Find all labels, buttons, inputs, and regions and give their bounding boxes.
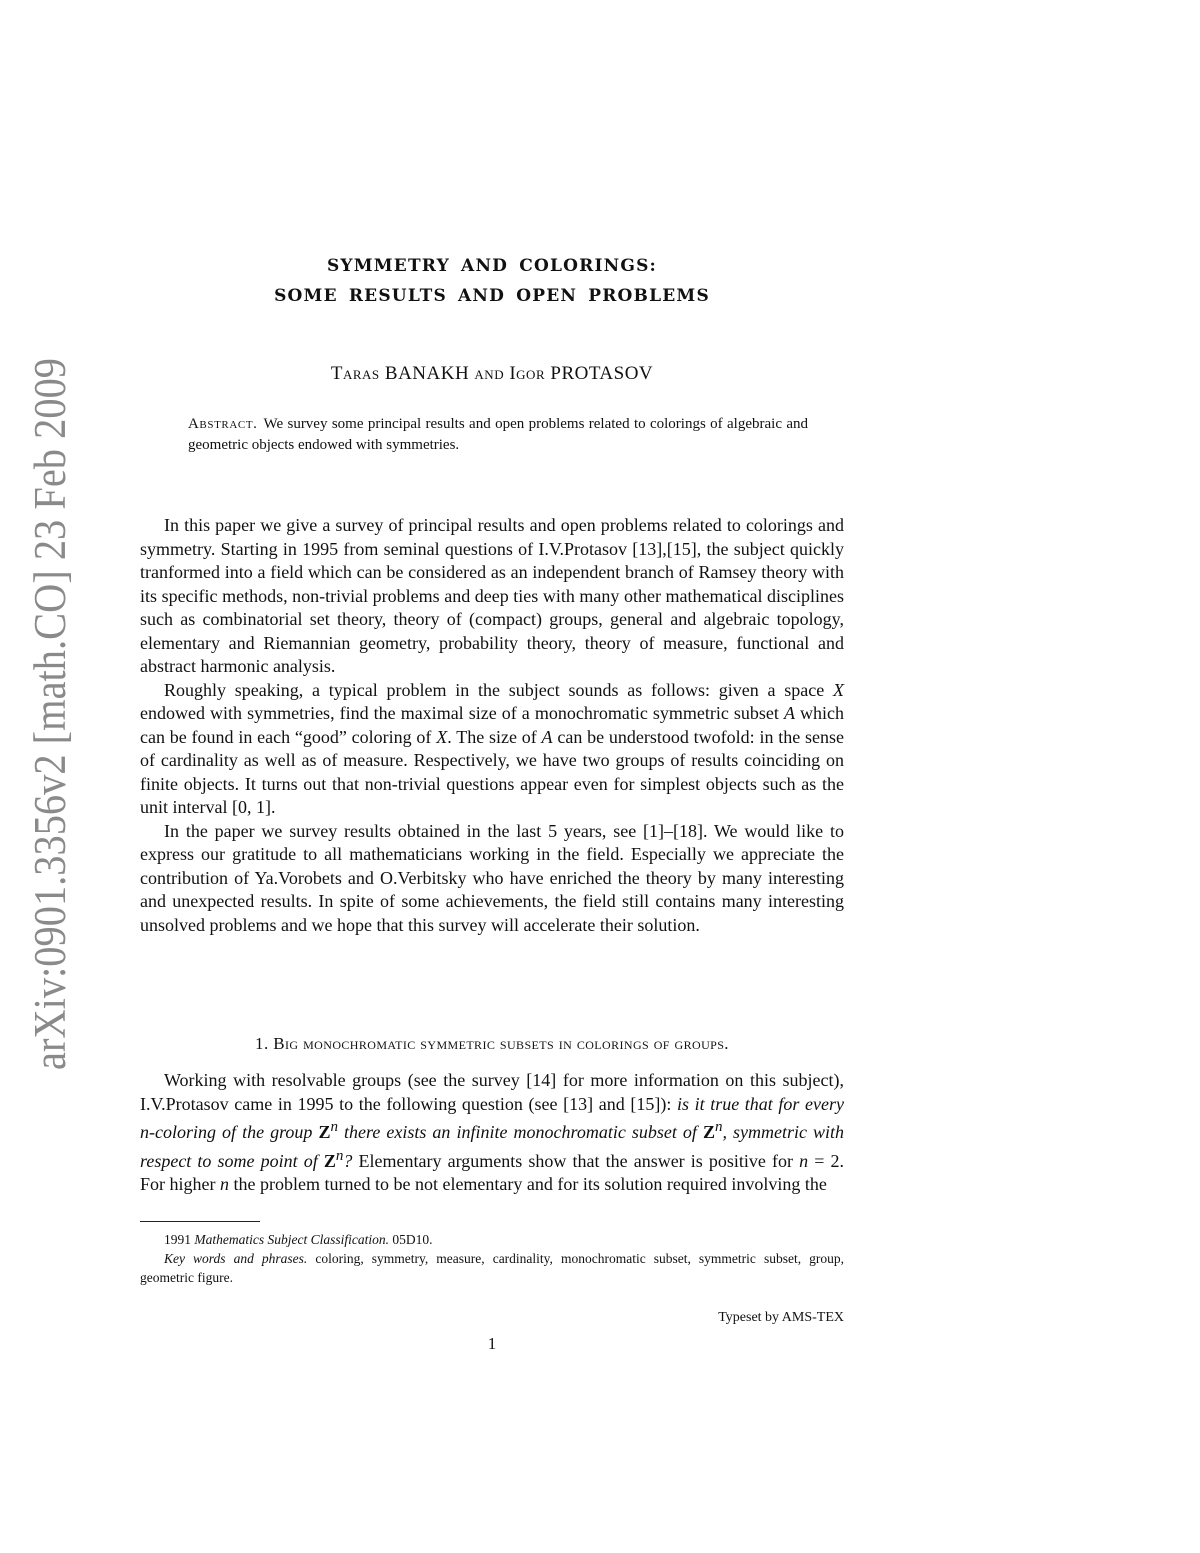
s1-text-a: Working with resolvable groups (see the survey [14] for more information on this subject), I.V.Protasov came in 1995 to the following question (see [13] and [15]):	[140, 1070, 844, 1114]
section-1-paragraph	[140, 1069, 844, 1197]
s1-text-c: = 2. For higher	[140, 1150, 845, 1194]
question-text: -coloring of the group	[149, 1122, 313, 1142]
math-X: X	[436, 726, 448, 747]
section-title: Big monochromatic symmetric subsets in colorings of groups.	[273, 1034, 729, 1053]
math-n: n	[140, 1122, 149, 1142]
footnote-rule	[140, 1221, 260, 1222]
arxiv-side-stamp	[0, 0, 100, 1553]
question-text: is it true that for every	[676, 1093, 844, 1114]
keywords-footnote	[140, 1249, 844, 1287]
math-Z: Z	[702, 1122, 715, 1142]
math-n: n	[220, 1174, 229, 1194]
section-number: 1.	[255, 1034, 269, 1053]
page-number: 1	[487, 1334, 497, 1353]
math-exponent: n	[335, 1147, 344, 1164]
math-X: X	[833, 679, 844, 700]
intro-paragraph-2	[140, 679, 844, 820]
p2-text-b: endowed with symmetries, find the maximal size of a monochromatic symmetric subset	[140, 703, 779, 723]
footnotes	[140, 1230, 844, 1287]
title-line-1: SYMMETRY AND COLORINGS:	[326, 256, 658, 276]
authors-connector: and	[474, 363, 505, 384]
paper-title	[140, 251, 844, 311]
p2-text-a: Roughly speaking, a typical problem in the subject sounds as follows: given a space	[164, 679, 825, 700]
p2-text-c: which can be found in each “good” coloring of	[140, 703, 845, 747]
p2-text-e: can be understood twofold: in the sense of cardinality as well as of measure. Respectively, we have two groups of results coinciding on finite objects. It turns out that non-trivial questions appear even for simplest objects such as the unit interval [0, 1].	[140, 726, 845, 817]
author1-first-name: Taras	[330, 363, 380, 384]
abstract	[188, 414, 808, 456]
title-line-2: SOME RESULTS AND OPEN PROBLEMS	[274, 286, 710, 306]
p2-text-d: . The size of	[447, 726, 537, 747]
author1-last-name: BANAKH	[384, 363, 470, 384]
author2-last-name: PROTASOV	[550, 363, 654, 384]
s1-text-b: Elementary arguments show that the answer is positive for	[358, 1150, 794, 1171]
math-A: A	[541, 726, 553, 747]
question-mark: ?	[343, 1150, 353, 1171]
authors	[140, 363, 844, 385]
keywords-text: coloring, symmetry, measure, cardinality, monochromatic subset, symmetric subset, group, geometric figure.	[140, 1251, 844, 1285]
math-Z: Z	[323, 1150, 336, 1171]
typeset-note: Typeset by AMS-TEX	[718, 1310, 844, 1325]
s1-text-d: the problem turned to be not elementary and for its solution required involving the	[233, 1174, 827, 1194]
abstract-text: We survey some principal results and open problems related to colorings of algebraic and geometric objects endowed with symmetries.	[188, 416, 808, 453]
math-n: n	[799, 1150, 809, 1171]
math-exponent: n	[714, 1119, 723, 1135]
msc-label: Mathematics Subject Classification.	[194, 1232, 389, 1247]
intro-paragraph-1: In this paper we give a survey of principal results and open problems related to colorings and symmetry. Starting in 1995 from seminal questions of I.V.Protasov [13],[15], the subject quickly tranformed into a field which can be considered as an independent branch of Ramsey theory with its specific methods, non-trivial problems and deep ties with many other mathematical disciplines such as combinatorial set theory, theory of (compact) groups, general and algebraic topology, elementary and Riemannian geometry, probability theory, theory of measure, functional and abstract harmonic analysis.	[140, 515, 844, 676]
keywords-label: Key words and phrases.	[164, 1251, 308, 1266]
introduction	[140, 514, 844, 937]
math-Z: Z	[318, 1122, 331, 1142]
author2-first-name: Igor	[509, 363, 546, 384]
section-1-body	[140, 1069, 844, 1197]
question-text: there exists an infinite monochromatic subset of	[344, 1122, 697, 1142]
arxiv-id-text: arXiv:0901.3356v2 [math.CO] 23 Feb 2009	[25, 277, 75, 1070]
math-exponent: n	[330, 1119, 338, 1135]
msc-year: 1991	[164, 1232, 191, 1247]
section-1-heading	[140, 1034, 844, 1054]
question-text: , symmetric with respect to some point of	[140, 1122, 845, 1171]
abstract-label: Abstract.	[188, 416, 258, 432]
msc-footnote	[140, 1230, 844, 1249]
intro-paragraph-3: In the paper we survey results obtained in the last 5 years, see [1]–[18]. We would like to express our gratitude to all mathematicians working in the field. Especially we appreciate the contribution of Ya.Vorobets and O.Verbitsky who have enriched the theory by many interesting and unexpected results. In spite of some achievements, the field still contains many interesting unsolved problems and we hope that this survey will accelerate their solution.	[140, 820, 844, 935]
math-A: A	[783, 703, 795, 723]
msc-code: 05D10.	[392, 1232, 433, 1247]
